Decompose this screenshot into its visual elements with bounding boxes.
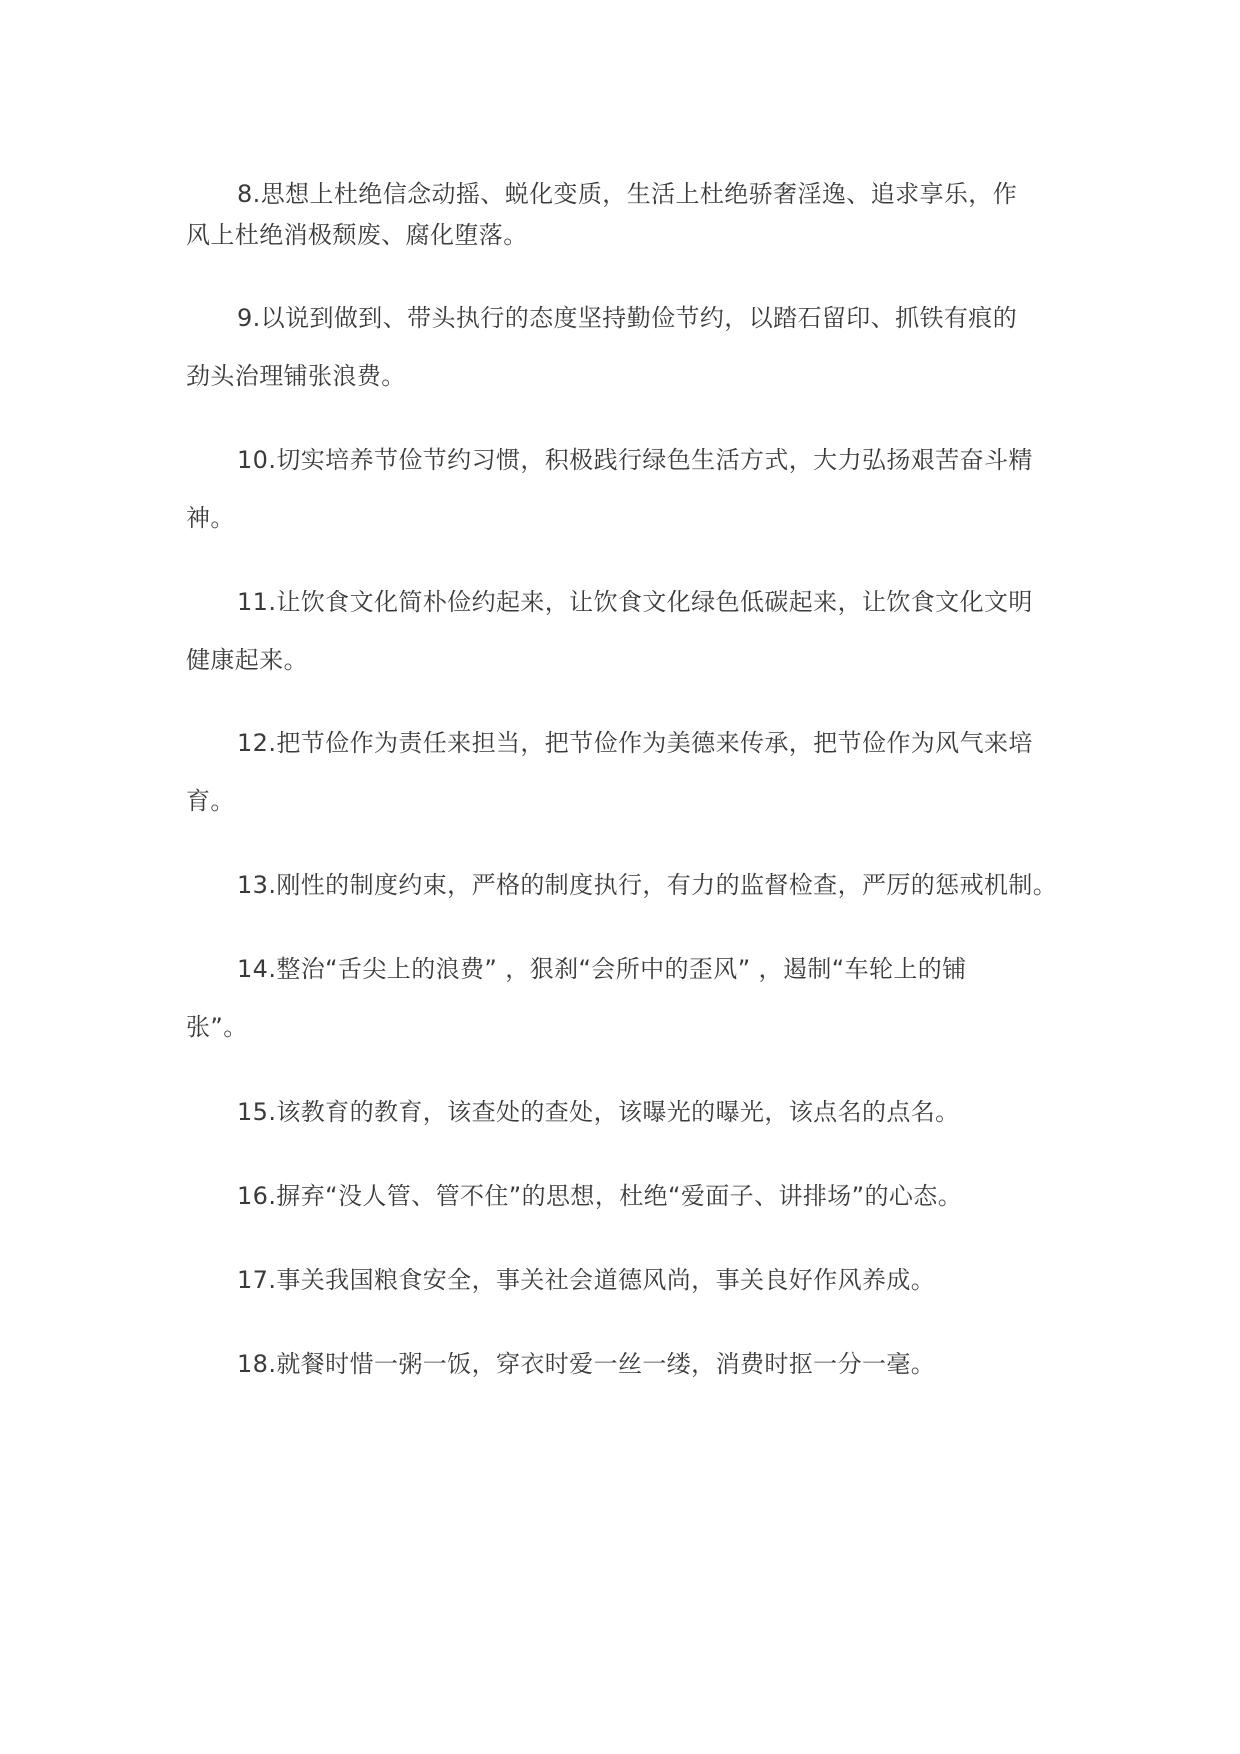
paragraph-12-line-2: 育。 xyxy=(186,787,235,815)
paragraph-11-line-1: 11.让饮食文化简朴俭约起来，让饮食文化绿色低碳起来，让饮食文化文明 xyxy=(237,588,1033,616)
paragraph-14-line-2: 张”。 xyxy=(186,1013,248,1041)
paragraph-8-line-2: 风上杜绝消极颓废、腐化堕落。 xyxy=(186,221,528,249)
paragraph-9-line-2: 劲头治理铺张浪费。 xyxy=(186,362,406,390)
paragraph-16-line-1: 16.摒弃“没人管、管不住”的思想，杜绝“爱面子、讲排场”的心态。 xyxy=(237,1182,963,1210)
paragraph-13-line-1: 13.刚性的制度约束，严格的制度执行，有力的监督检查，严厉的惩戒机制。 xyxy=(237,871,1058,899)
paragraph-9-line-1: 9.以说到做到、带头执行的态度坚持勤俭节约，以踏石留印、抓铁有痕的 xyxy=(237,304,1018,332)
paragraph-11-line-2: 健康起来。 xyxy=(186,646,308,674)
paragraph-12-line-1: 12.把节俭作为责任来担当，把节俭作为美德来传承，把节俭作为风气来培 xyxy=(237,729,1033,757)
paragraph-17-line-1: 17.事关我国粮食安全，事关社会道德风尚，事关良好作风养成。 xyxy=(237,1266,936,1294)
paragraph-14-line-1: 14.整治“舌尖上的浪费” ，狠刹“会所中的歪风” ，遏制“车轮上的铺 xyxy=(237,955,967,983)
paragraph-15-line-1: 15.该教育的教育，该查处的查处，该曝光的曝光，该点名的点名。 xyxy=(237,1098,960,1126)
paragraph-10-line-1: 10.切实培养节俭节约习惯，积极践行绿色生活方式，大力弘扬艰苦奋斗精 xyxy=(237,446,1033,474)
paragraph-10-line-2: 神。 xyxy=(186,504,235,532)
paragraph-18-line-1: 18.就餐时惜一粥一饭，穿衣时爱一丝一缕，消费时抠一分一毫。 xyxy=(237,1350,936,1378)
paragraph-8-line-1: 8.思想上杜绝信念动摇、蜕化变质，生活上杜绝骄奢淫逸、追求享乐，作 xyxy=(237,180,1018,208)
